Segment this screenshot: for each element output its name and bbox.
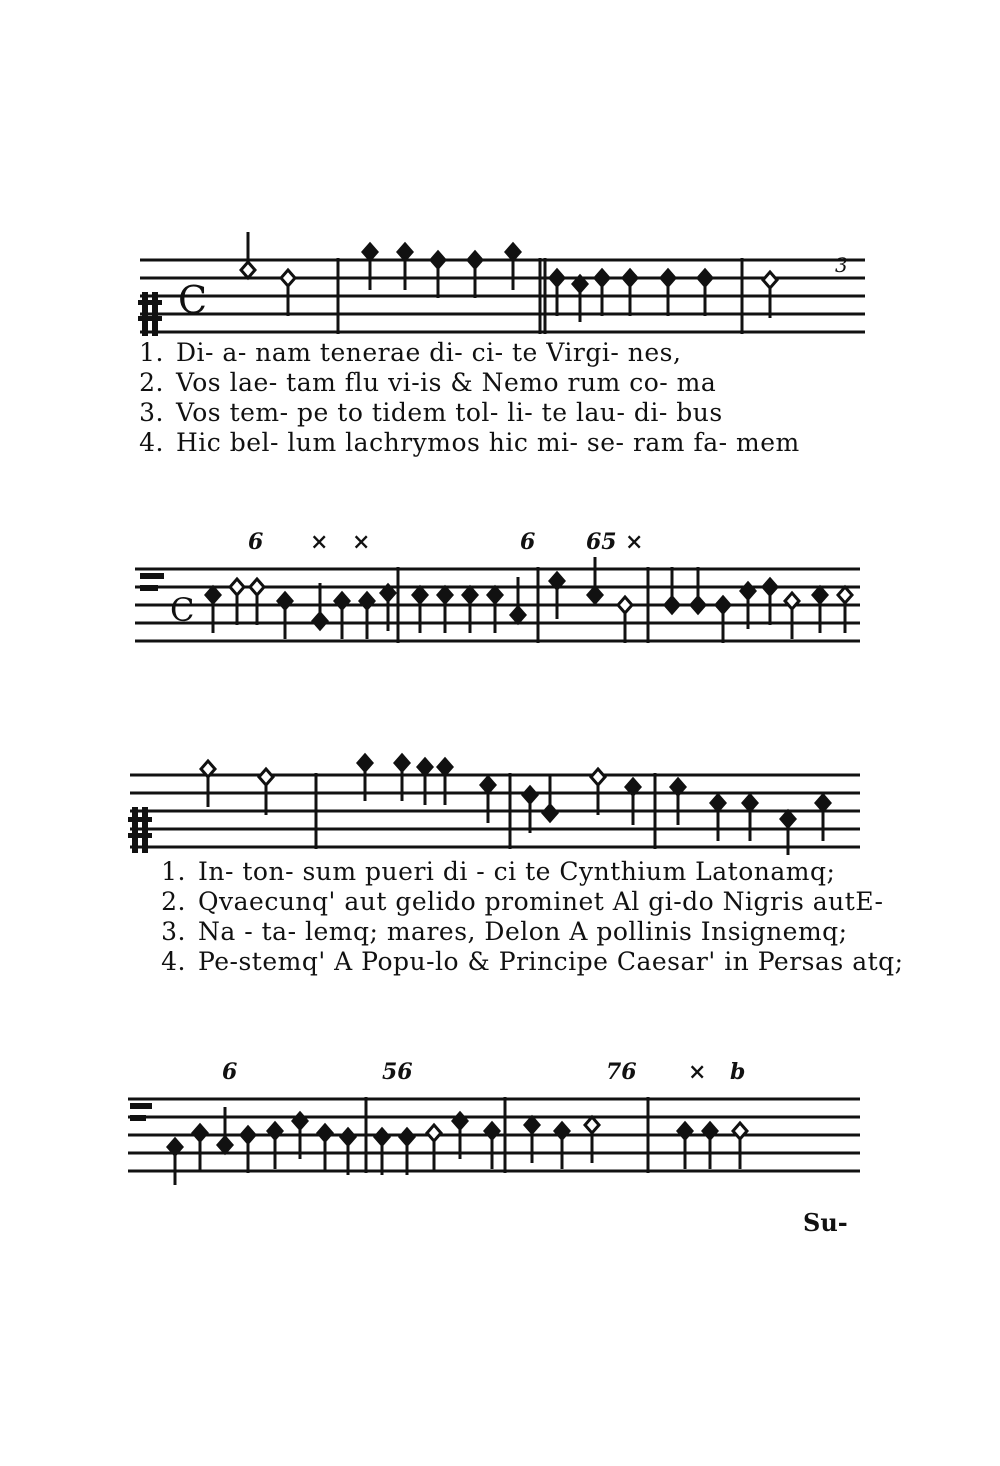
- figure: 76: [606, 1059, 637, 1085]
- note-head: [400, 1129, 414, 1145]
- verse-text: Qvaecunq' aut gelido prominet Al gi-do Nigris autE-: [198, 887, 884, 916]
- note-head: [335, 593, 349, 609]
- note-head: [485, 1123, 499, 1139]
- figure: ×: [352, 529, 371, 555]
- note-head: [268, 1123, 282, 1139]
- verse-text: Vos tem- pe to tidem tol- li- te lau- di- bus: [176, 398, 723, 427]
- figure: 6: [222, 1059, 238, 1085]
- system-1: [120, 230, 880, 470]
- note-head: [618, 597, 632, 613]
- staff-4: [120, 1055, 880, 1185]
- note-head: [506, 244, 520, 260]
- note-head: [555, 1123, 569, 1139]
- figure: ×: [625, 529, 644, 555]
- note-head: [318, 1125, 332, 1141]
- note-head: [813, 587, 827, 603]
- note-head: [468, 252, 482, 268]
- lyrics-system-3: [120, 857, 904, 987]
- note-head: [763, 272, 777, 288]
- note-head: [481, 777, 495, 793]
- note-head: [763, 579, 777, 595]
- system-2: [120, 525, 880, 655]
- note-head: [816, 795, 830, 811]
- verse-text: In- ton- sum pueri di - ci te Cynthium Latonamq;: [198, 857, 836, 886]
- note-head: [375, 1129, 389, 1145]
- note-head: [438, 759, 452, 775]
- note-head: [743, 795, 757, 811]
- verse-number: 1.: [139, 338, 164, 367]
- verse-number: 4.: [161, 947, 186, 976]
- figure: 65: [586, 529, 617, 555]
- verse-text: Pe-stemq' A Popu-lo & Principe Caesar' in Persas atq;: [198, 947, 904, 976]
- note-head: [525, 1117, 539, 1133]
- note-head: [281, 270, 295, 286]
- system-4: [120, 1055, 880, 1185]
- note-head: [250, 579, 264, 595]
- figure: 56: [382, 1059, 413, 1085]
- verse-number: 4.: [139, 428, 164, 457]
- note-head: [711, 795, 725, 811]
- note-head: [588, 587, 602, 603]
- note-head: [241, 1127, 255, 1143]
- note-head: [293, 1113, 307, 1129]
- note-head: [218, 1137, 232, 1153]
- note-head: [698, 270, 712, 286]
- staff-3: [120, 745, 880, 855]
- catchword: Su-: [803, 1208, 848, 1237]
- verse-number: 2.: [161, 887, 186, 916]
- note-head: [703, 1123, 717, 1139]
- note-head: [193, 1125, 207, 1141]
- note-head: [623, 270, 637, 286]
- note-head: [438, 587, 452, 603]
- verse-number: 3.: [161, 917, 186, 946]
- note-head: [733, 1123, 747, 1139]
- note-head: [363, 244, 377, 260]
- note-head: [241, 262, 255, 278]
- note-head: [595, 270, 609, 286]
- note-head: [691, 597, 705, 613]
- note-head: [591, 769, 605, 785]
- verse-text: Na - ta- lemq; mares, Delon A pollinis Insignemq;: [198, 917, 848, 946]
- note-head: [259, 769, 273, 785]
- note-head: [543, 805, 557, 821]
- note-head: [418, 759, 432, 775]
- figure: ×: [688, 1059, 707, 1085]
- figure: b: [730, 1059, 746, 1085]
- note-head: [453, 1113, 467, 1129]
- staff-1: [120, 230, 880, 340]
- note-head: [230, 579, 244, 595]
- note-head: [678, 1123, 692, 1139]
- note-head: [427, 1125, 441, 1141]
- verse-number: 1.: [161, 857, 186, 886]
- note-head: [431, 252, 445, 268]
- figure: ×: [310, 529, 329, 555]
- svg-text:C: C: [178, 278, 208, 322]
- figure: 6: [248, 529, 264, 555]
- note-head: [838, 587, 852, 603]
- svg-text:3: 3: [835, 253, 848, 277]
- note-head: [360, 593, 374, 609]
- note-head: [413, 587, 427, 603]
- note-head: [395, 755, 409, 771]
- note-head: [716, 597, 730, 613]
- system-3: [120, 745, 904, 990]
- note-head: [741, 583, 755, 599]
- note-head: [313, 613, 327, 629]
- note-head: [511, 607, 525, 623]
- note-head: [341, 1129, 355, 1145]
- figure: 6: [520, 529, 536, 555]
- verse-text: Vos lae- tam flu vi-is & Nemo rum co- ma: [176, 368, 717, 397]
- note-head: [398, 244, 412, 260]
- lyrics-system-1: [120, 338, 880, 468]
- note-head: [785, 593, 799, 609]
- note-head: [523, 787, 537, 803]
- verse-number: 3.: [139, 398, 164, 427]
- note-head: [781, 811, 795, 827]
- note-head: [661, 270, 675, 286]
- note-head: [463, 587, 477, 603]
- verse-text: Hic bel- lum lachrymos hic mi- se- ram fa- mem: [176, 428, 800, 457]
- note-head: [488, 587, 502, 603]
- note-head: [358, 755, 372, 771]
- note-head: [665, 597, 679, 613]
- verse-text: Di- a- nam tenerae di- ci- te Virgi- nes,: [176, 338, 682, 367]
- note-head: [206, 587, 220, 603]
- note-head: [585, 1117, 599, 1133]
- note-head: [278, 593, 292, 609]
- note-head: [550, 270, 564, 286]
- svg-text:C: C: [170, 591, 195, 629]
- verse-number: 2.: [139, 368, 164, 397]
- staff-2: [120, 525, 880, 655]
